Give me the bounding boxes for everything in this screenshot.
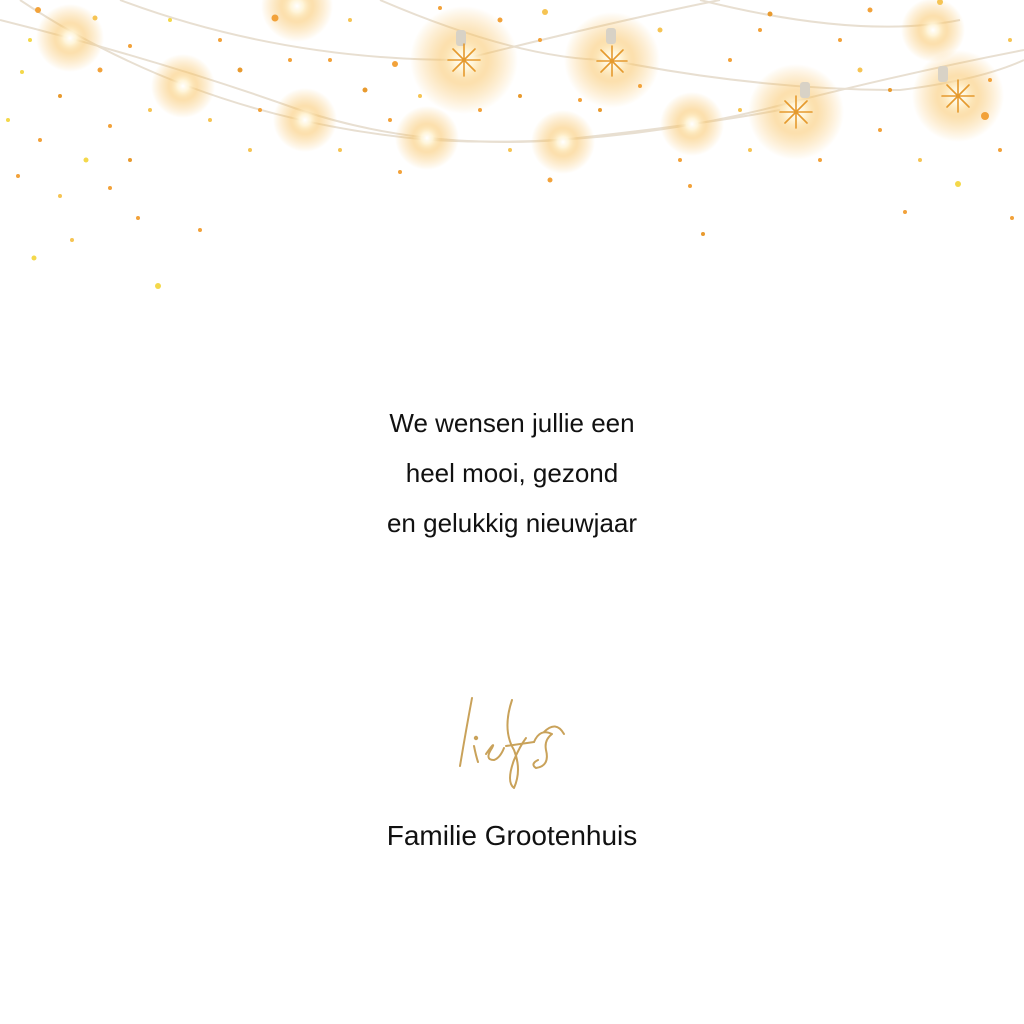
greeting-line-2: heel mooi, gezond: [405, 458, 619, 488]
greeting-message: [0, 398, 1024, 548]
greeting-line-1: We wensen jullie een: [389, 408, 635, 438]
string-lights-decoration: [0, 0, 1024, 300]
bulb-caps: [456, 28, 948, 98]
family-name: Familie Grootenhuis: [386, 820, 638, 851]
liefs-signature: [440, 690, 580, 795]
greeting-line-3: en gelukkig nieuwjaar: [386, 508, 638, 538]
